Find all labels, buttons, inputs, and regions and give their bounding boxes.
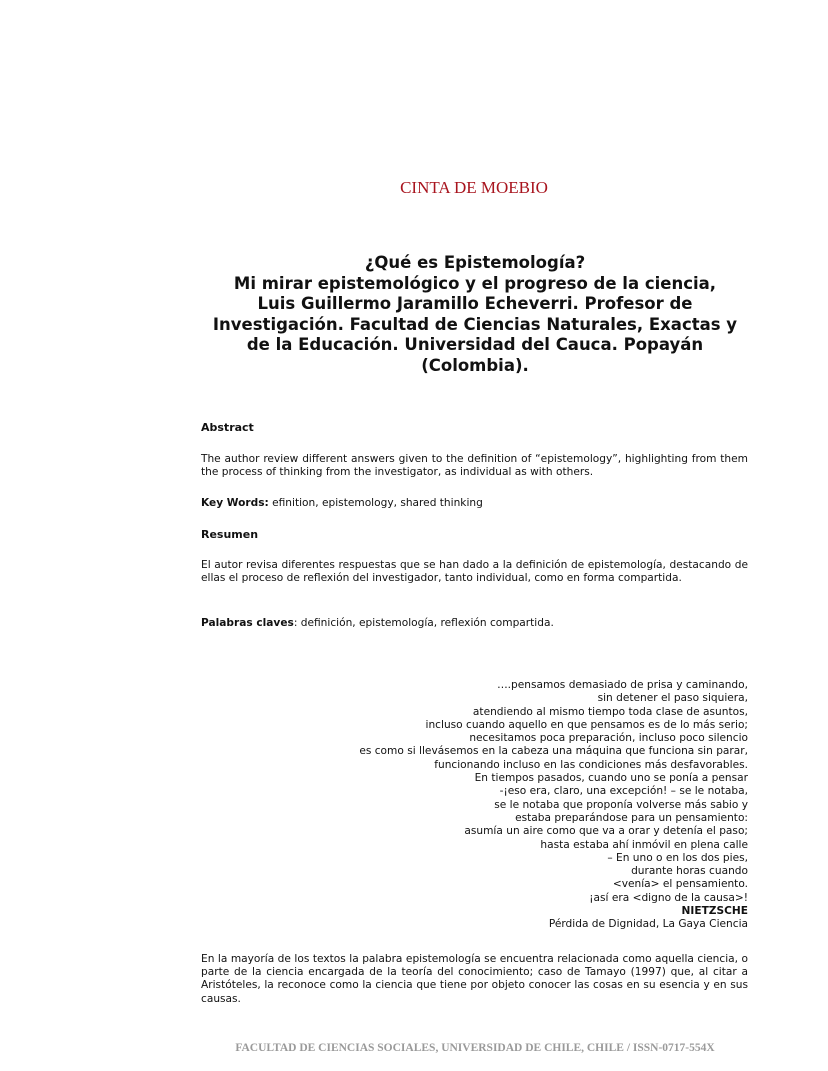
epigraph-line: sin detener el paso siquiera, (597, 692, 748, 705)
epigraph-line: funcionando incluso en las condiciones más desfavorables. (434, 758, 748, 771)
epigraph-line: se le notaba que proponía volverse más sabio y (494, 798, 748, 811)
resumen-heading: Resumen (201, 528, 259, 541)
title-line: ¿Qué es Epistemología? (364, 253, 586, 272)
article-title (200, 253, 750, 376)
abstract-text: The author review different answers given to the definition of “epistemology”, highlighting from them the process of thinking from the investigator, as individual as with others. (201, 453, 748, 479)
title-line: de la Educación. Universidad del Cauca. Popayán (246, 335, 704, 354)
epigraph-line: es como si llevásemos en la cabeza una máquina que funciona sin parar, (359, 745, 748, 758)
intro-paragraph: En la mayoría de los textos la palabra epistemología se encuentra relacionada como aquella ciencia, o parte de la ciencia encargada de la teoría del conocimiento; caso de Tamayo (1997) que, al citar a Aristóteles, la reconoce como la ciencia que tiene por objeto conocer las cosas en su esencia y en sus causas. (201, 953, 748, 1005)
keywords-label: Key Words: (201, 497, 269, 509)
epigraph-line: -¡eso era, claro, una excepción! – se le notaba, (499, 785, 748, 798)
epigraph-line: atendiendo al mismo tiempo toda clase de asuntos, (472, 705, 748, 718)
epigraph-source: Pérdida de Dignidad, La Gaya Ciencia (548, 918, 748, 931)
epigraph-line: durante horas cuando (631, 865, 748, 878)
keywords-value: efinition, epistemology, shared thinking (268, 497, 483, 509)
title-line: Mi mirar epistemológico y el progreso de la ciencia, (233, 273, 717, 293)
epigraph-line: hasta estaba ahí inmóvil en plena calle (540, 838, 748, 851)
epigraph-line: ….pensamos demasiado de prisa y caminando, (497, 679, 748, 691)
epigraph-line: incluso cuando aquello en que pensamos es de lo más serio; (425, 718, 748, 731)
epigraph-line: necesitamos poca preparación, incluso poco silencio (469, 732, 748, 745)
page-footer: FACULTAD DE CIENCIAS SOCIALES, UNIVERSIDAD DE CHILE, CHILE / ISSN-0717-554X (235, 1042, 715, 1054)
palabras-claves-label: Palabras claves (201, 617, 294, 629)
journal-name: CINTA DE MOEBIO (400, 178, 548, 197)
epigraph (359, 679, 748, 932)
resumen-keywords (201, 617, 748, 630)
epigraph-line: En tiempos pasados, cuando uno se ponía a pensar (474, 772, 748, 785)
abstract-heading: Abstract (201, 421, 254, 434)
title-line: (Colombia). (421, 355, 529, 375)
title-line: Luis Guillermo Jaramillo Echeverri. Profesor de (257, 294, 693, 313)
epigraph-line: – En uno o en los dos pies, (607, 851, 748, 864)
epigraph-line: <venía> el pensamiento. (612, 878, 748, 891)
epigraph-line: asumía un aire como que va a orar y detenía el paso; (464, 825, 748, 838)
palabras-claves-value: : definición, epistemología, reflexión compartida. (293, 617, 554, 629)
epigraph-line: ¡así era <digno de la causa>! (589, 891, 748, 904)
epigraph-author: NIETZSCHE (681, 905, 748, 918)
epigraph-line: estaba preparándose para un pensamiento: (515, 811, 748, 824)
title-line: Investigación. Facultad de Ciencias Naturales, Exactas y (212, 314, 738, 334)
abstract-keywords (201, 497, 748, 510)
resumen-text: El autor revisa diferentes respuestas que se han dado a la definición de epistemología, destacando de ellas el proceso de reflexión del investigador, tanto individual, como en forma compartida. (201, 559, 748, 585)
